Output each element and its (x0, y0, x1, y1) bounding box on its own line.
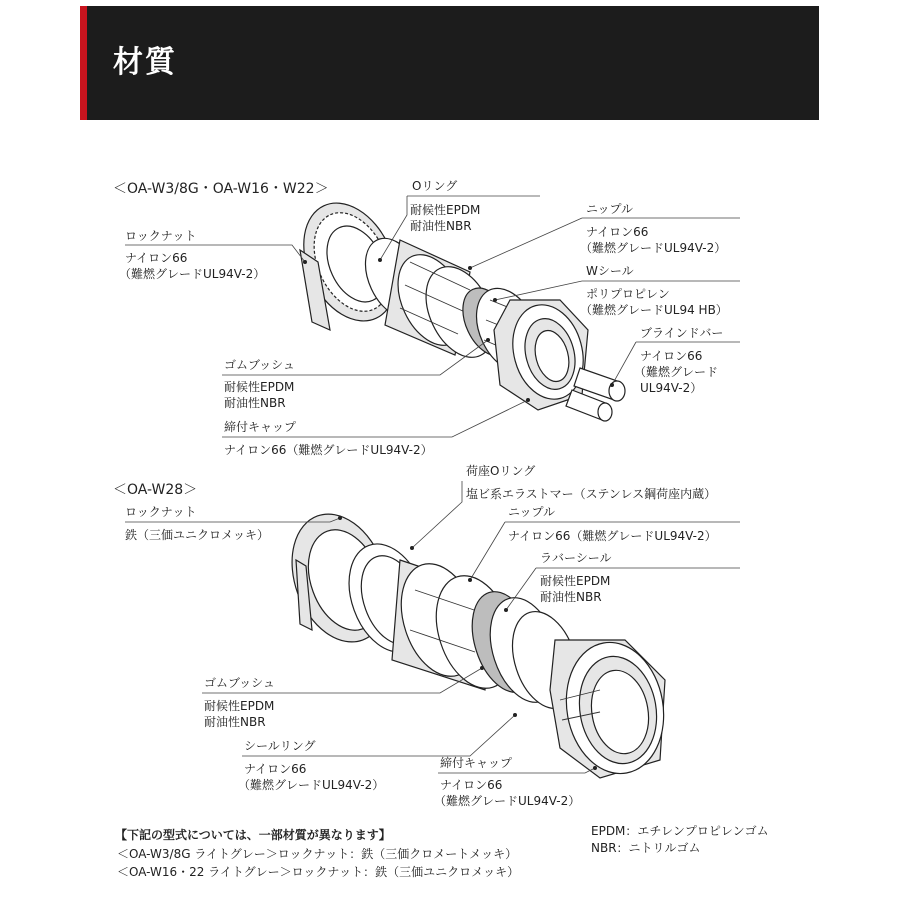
label-nipple-material-1: ナイロン66 (586, 225, 649, 239)
label-wseal-material-1: ポリプロピレン (586, 287, 670, 301)
label-bush-material-1: 耐候性EPDM (224, 380, 295, 394)
label-seat-oring: 荷座Oリング (466, 464, 536, 478)
label-w28-seal-ring-material-1: ナイロン66 (244, 762, 307, 776)
section1-heading: ＜OA-W3/8G・OA-W16・W22＞ (113, 181, 329, 197)
notes-line-1: ＜OA-W3/8G ライトグレー＞ロックナット：鉄（三価クロメートメッキ） (117, 847, 518, 861)
page-title: 材質 (113, 45, 177, 80)
label-oring: Oリング (412, 179, 458, 193)
label-locknut-material-1: ナイロン66 (125, 251, 188, 265)
label-w28-nipple: ニップル (508, 505, 556, 519)
label-wseal-material-2: （難燃グレードUL94 HB） (580, 303, 728, 317)
label-w28-bush-material-1: 耐候性EPDM (204, 699, 275, 713)
label-oring-material-2: 耐油性NBR (410, 219, 472, 233)
label-bush: ゴムブッシュ (224, 358, 295, 372)
label-w28-locknut: ロックナット (125, 505, 197, 519)
label-w28-locknut-material: 鉄（三価ユニクロメッキ） (125, 528, 270, 542)
label-locknut-material-2: （難燃グレードUL94V-2） (119, 267, 266, 281)
label-w28-bush: ゴムブッシュ (204, 676, 275, 690)
w28-cap-part (550, 635, 674, 782)
label-oring-material-1: 耐候性EPDM (410, 203, 481, 217)
label-w28-nipple-material: ナイロン66（難燃グレードUL94V-2） (508, 529, 717, 543)
abbreviation-epdm: EPDM：エチレンプロピレンゴム (591, 824, 769, 838)
notes-heading: 【下記の型式については、一部材質が異なります】 (115, 828, 391, 842)
label-w28-seal-ring-material-2: （難燃グレードUL94V-2） (238, 778, 385, 792)
label-w28-cap-material-1: ナイロン66 (440, 778, 503, 792)
section2-heading: ＜OA-W28＞ (113, 482, 198, 498)
label-w28-rubber-material-2: 耐油性NBR (540, 590, 602, 604)
label-w28-cap-material-2: （難燃グレードUL94V-2） (434, 794, 581, 808)
label-nipple-material-2: （難燃グレードUL94V-2） (580, 241, 727, 255)
label-w28-seal-ring: シールリング (244, 739, 316, 753)
label-blind-material-3: UL94V-2） (640, 381, 703, 395)
label-w28-bush-material-2: 耐油性NBR (204, 715, 266, 729)
notes-line-2: ＜OA-W16・22 ライトグレー＞ロックナット：鉄（三価ユニクロメッキ） (117, 865, 520, 879)
abbreviation-nbr: NBR：ニトリルゴム (591, 841, 701, 855)
label-blind-material-1: ナイロン66 (640, 349, 703, 363)
label-blind-material-2: （難燃グレード (634, 365, 719, 379)
label-wseal: Wシール (586, 264, 634, 278)
label-w28-rubber-material-1: 耐候性EPDM (540, 574, 611, 588)
label-nipple: ニップル (586, 202, 634, 216)
label-bush-material-2: 耐油性NBR (224, 396, 286, 410)
label-w28-cap: 締付キャップ (440, 756, 513, 770)
label-cap: 締付キャップ (224, 420, 297, 434)
label-cap-material-1: ナイロン66（難燃グレードUL94V-2） (224, 443, 433, 457)
label-w28-rubber-seal: ラバーシール (540, 551, 612, 565)
label-seat-oring-material: 塩ビ系エラストマー（ステンレス鋼荷座内蔵） (466, 487, 717, 501)
label-blind-bar: ブラインドバー (640, 326, 724, 340)
label-locknut: ロックナット (125, 229, 197, 243)
